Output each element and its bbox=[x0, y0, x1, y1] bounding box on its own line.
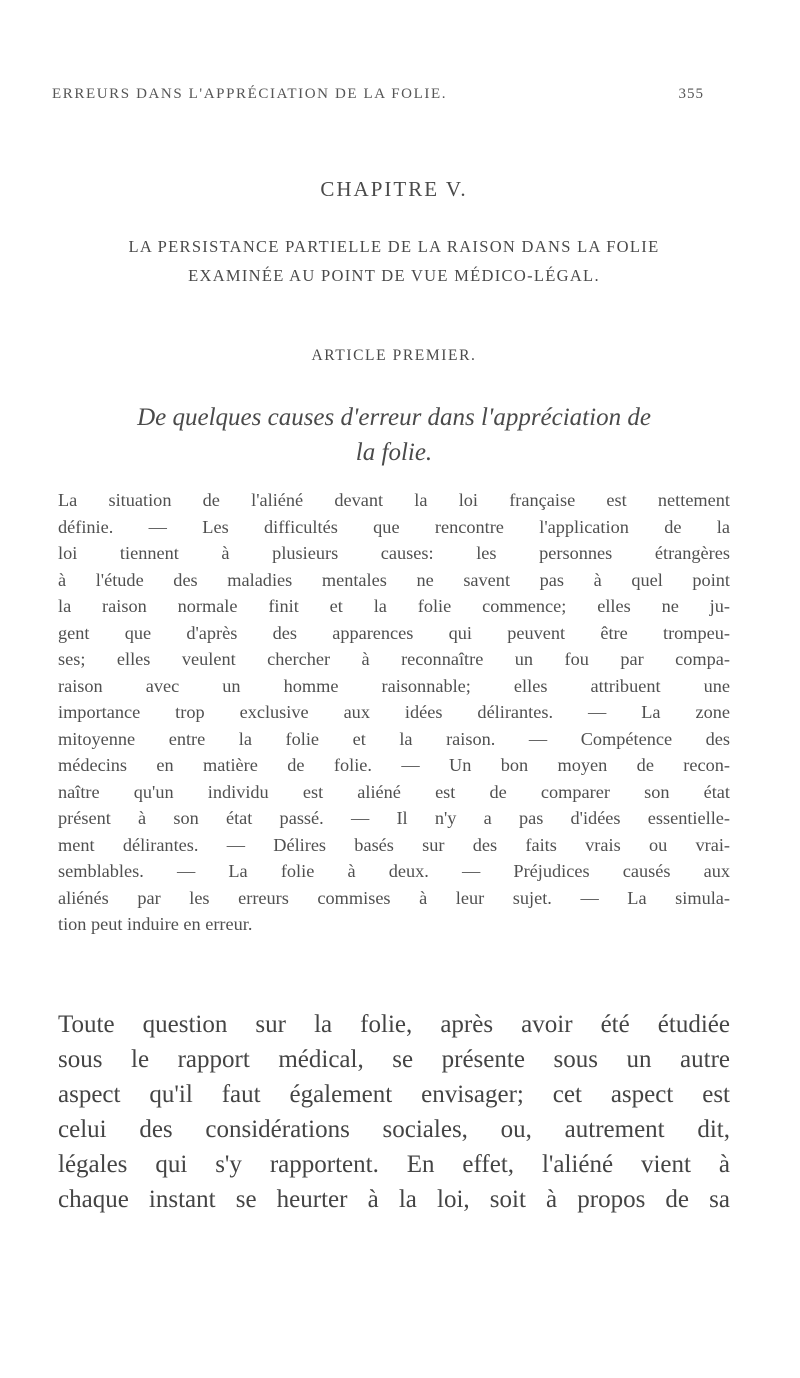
summary-line: raison avec un homme raisonnable; elles attribuent une bbox=[58, 675, 730, 696]
chapter-summary bbox=[58, 487, 730, 938]
summary-line: la raison normale finit et la folie commence; elles ne ju- bbox=[58, 596, 730, 616]
summary-line: à l'étude des maladies mentales ne savent pas à quel point bbox=[58, 569, 730, 590]
summary-line: La situation de l'aliéné devant la loi française est nettement bbox=[58, 490, 730, 510]
body-line: Toute question sur la folie, après avoir été étudiée bbox=[58, 1011, 730, 1038]
body-line: celui des considérations sociales, ou, autrement dit, bbox=[58, 1116, 730, 1143]
section-title-line: De quelques causes d'erreur dans l'appréciation de bbox=[137, 404, 651, 431]
section-title-line: la folie. bbox=[355, 439, 433, 466]
summary-line: mitoyenne entre la folie et la raison. — Compétence des bbox=[58, 728, 730, 749]
summary-line: gent que d'après des apparences qui peuvent être trompeu- bbox=[58, 622, 730, 643]
chapter-subtitle bbox=[58, 232, 730, 290]
summary-line: définie. — Les difficultés que rencontre l'application de la bbox=[58, 516, 730, 537]
body-line: légales qui s'y rapportent. En effet, l'aliéné vient à bbox=[58, 1151, 730, 1178]
summary-line: médecins en matière de folie. — Un bon moyen de recon- bbox=[58, 755, 730, 775]
article-heading: ARTICLE PREMIER. bbox=[311, 347, 477, 364]
chapter-subtitle-line: LA PERSISTANCE PARTIELLE DE LA RAISON DANS LA FOLIE bbox=[128, 237, 660, 256]
summary-line: aliénés par les erreurs commises à leur sujet. — La simula- bbox=[58, 887, 730, 908]
body-line: sous le rapport médical, se présente sous un autre bbox=[58, 1046, 730, 1073]
summary-line: semblables. — La folie à deux. — Préjudices causés aux bbox=[58, 861, 730, 881]
chapter-heading: CHAPITRE V. bbox=[320, 177, 468, 201]
body-line: chaque instant se heurter à la loi, soit à propos de sa bbox=[58, 1186, 730, 1213]
section-title bbox=[58, 400, 730, 470]
body-line: aspect qu'il faut également envisager; cet aspect est bbox=[58, 1081, 730, 1108]
body-paragraph bbox=[58, 1007, 730, 1217]
page-number: 355 bbox=[678, 86, 704, 102]
summary-line: importance trop exclusive aux idées délirantes. — La zone bbox=[58, 702, 730, 722]
running-head bbox=[52, 86, 704, 103]
summary-line: présent à son état passé. — Il n'y a pas d'idées essentielle- bbox=[58, 808, 730, 828]
summary-line: ment délirantes. — Délires basés sur des faits vrais ou vrai- bbox=[58, 834, 730, 855]
summary-line: tion peut induire en erreur. bbox=[58, 914, 253, 934]
running-head-title: ERREURS DANS L'APPRÉCIATION DE LA FOLIE. bbox=[52, 86, 448, 102]
summary-line: ses; elles veulent chercher à reconnaître un fou par compa- bbox=[58, 649, 730, 669]
chapter-subtitle-line: EXAMINÉE AU POINT DE VUE MÉDICO-LÉGAL. bbox=[188, 266, 600, 285]
summary-line: naître qu'un individu est aliéné est de comparer son état bbox=[58, 781, 730, 802]
summary-line: loi tiennent à plusieurs causes: les personnes étrangères bbox=[58, 543, 730, 563]
